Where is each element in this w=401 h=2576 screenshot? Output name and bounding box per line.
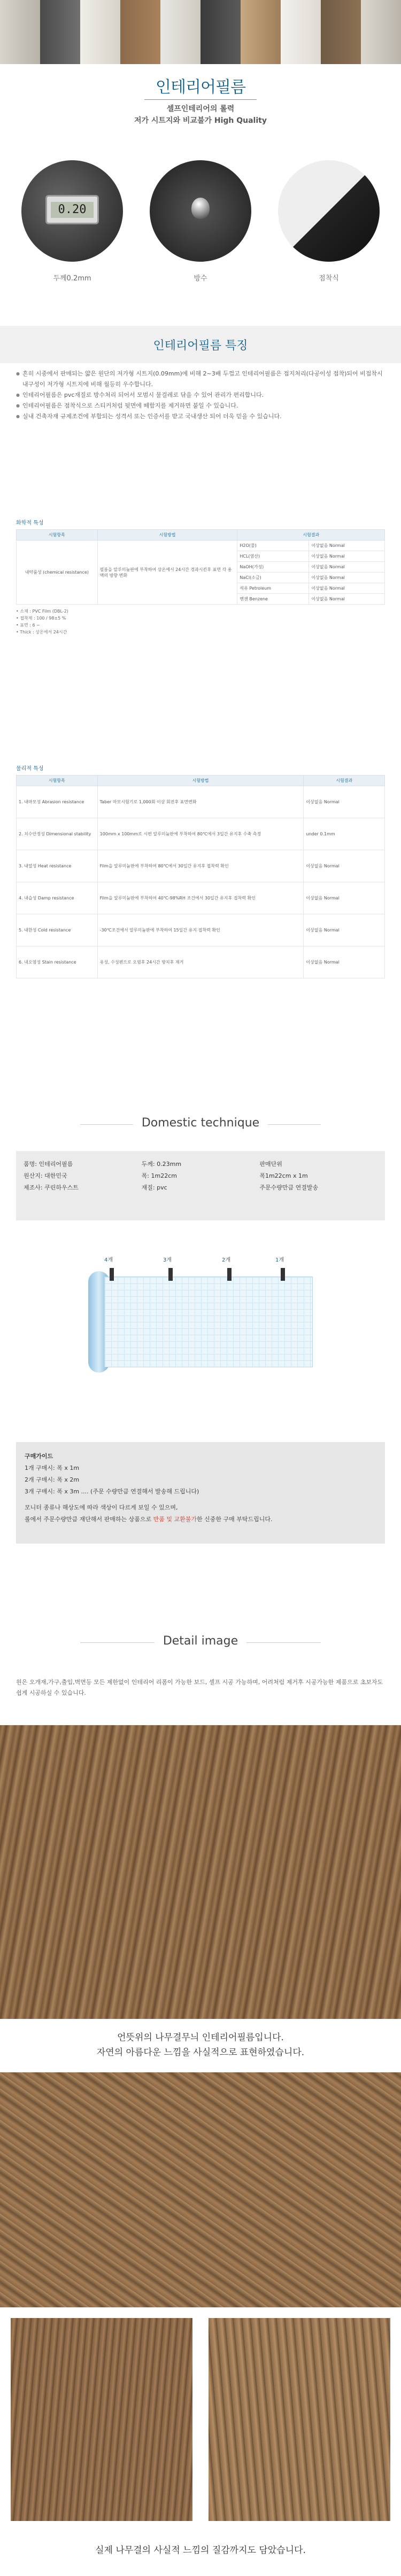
note-line: • 표면 : 6 ~ (16, 623, 40, 628)
spec-line: 두께: 0.23mm (141, 1161, 182, 1168)
subtitle-1: 셀프인테리어의 롤력 (166, 105, 235, 113)
features-list (16, 369, 385, 422)
table-cell: 이상없음 Normal (304, 850, 385, 882)
note-line: • 소재 : PVC Film (DBL-2) (16, 609, 68, 614)
table-cell: 1. 내마모성 Abrasion resistance (17, 786, 98, 818)
buy-warning-red: 반품 및 교환불가 (153, 1516, 197, 1523)
th-method: 시험방법 (97, 776, 304, 786)
hero-sample-strips (0, 0, 401, 64)
physical-table-title: 물리적 특성 (16, 766, 44, 772)
table-cell: NaCl(소금) (237, 573, 309, 583)
feature-item: ● 흔히 시중에서 판매되는 얇은 원단의 저가형 시트지(0.09mm)에 비해 2~3배 두껍고 인테리어필름은 접지처리(다공이성 접착)되어 비접착시 내구성이 저가형 시트지에 비해 월등히 우수합니다. (16, 369, 385, 390)
table-cell: 이상없음 Normal (304, 786, 385, 818)
circle-caption-adhesive: 점착식 (319, 275, 339, 283)
spec-box (16, 1151, 385, 1220)
spec-col-1 (24, 1158, 142, 1213)
buy-note: 모니터 종류나 해상도에 따라 색상이 다르게 보일 수 있으며, (25, 1504, 178, 1511)
spec-line: 폭: 1m22cm (141, 1172, 177, 1179)
chemical-table-block (16, 518, 385, 636)
wood-sample-image-1 (0, 1725, 401, 2019)
table-cell: 이상없음 Normal (309, 541, 385, 551)
buy-guide (16, 1442, 385, 1544)
buy-warning-post: 한 신중한 구매 부탁드립니다. (197, 1516, 273, 1523)
table-cell: 4. 내습성 Damp resistance (17, 882, 98, 914)
buy-line: 1개 구매시: 폭 x 1m (25, 1465, 80, 1471)
waterproof-image (150, 160, 251, 262)
feature-circles (0, 160, 401, 299)
table-cell: 이상없음 Normal (309, 551, 385, 562)
table-cell: 이상없음 Normal (309, 562, 385, 573)
th-item: 시험항목 (17, 530, 98, 541)
table-cell: 이상없음 Normal (309, 573, 385, 583)
domestic-title-text: Domestic technique (133, 1116, 268, 1130)
table-cell: 이상없음 Normal (304, 882, 385, 914)
wood-sample-image-3 (11, 2318, 192, 2521)
roll-label-2: 2개 (222, 1257, 231, 1263)
scissor-icon (110, 1268, 114, 1281)
table-cell: H2O(물) (237, 541, 309, 551)
roll-sheet (104, 1277, 313, 1367)
table-cell: 3. 내열성 Heat resistance (17, 850, 98, 882)
roll-label-3: 3개 (163, 1257, 172, 1263)
thickness-gauge-image (21, 160, 123, 262)
detail-title-text: Detail image (155, 1634, 246, 1648)
table-cell: 6. 내오염성 Stain resistance (17, 946, 98, 978)
subtitle-2: 저가 시트지와 비교불가 High Quality (134, 116, 267, 125)
table-cell: under 0.1mm (304, 818, 385, 850)
buy-warning (25, 1514, 376, 1525)
page-title: 인테리어필름 (156, 78, 245, 97)
th-method: 시험방법 (97, 530, 237, 541)
detail-caption-1b: 자연의 아름다운 느낌을 사실적으로 표현하였습니다. (96, 2047, 305, 2058)
spec-line: 제조사: 쿠린하우스트 (24, 1184, 79, 1191)
table-cell: Taber 마모시험기로 1,000회 이상 회전후 표면변화 (97, 786, 304, 818)
circle-caption-thickness: 두께0.2mm (53, 275, 91, 283)
table-cell: 유성, 수성펜으로 오염후 24시간 방치후 제거 (97, 946, 304, 978)
table-cell: 2. 치수안정성 Dimensional stability (17, 818, 98, 850)
roll-label-4: 4개 (104, 1257, 113, 1263)
buy-line: 2개 구매시: 폭 x 2m (25, 1476, 80, 1483)
chem-method: 필름을 알루미늄판에 부착하여 상온에서 24시간 경과시킨후 표면 각 용액의 방향 변화 (97, 541, 237, 605)
chemical-table-title: 화학적 특성 (16, 520, 44, 526)
table-cell: 벤젠 Benzene (237, 594, 309, 605)
feature-item: ● 실내 건축자재 규제조건에 부합되는 성격서 또는 인증서를 받고 국내생산 되어 더욱 믿을 수 있습니다. (16, 411, 385, 422)
gauge-readout: 0.20 (51, 202, 94, 218)
table-cell: -30℃조건에서 알루미늄판에 부착하여 15일간 유지 접착력 확인 (97, 914, 304, 946)
table-cell: 100mm x 100mm로 시편 알루미늄판에 부착하여 80℃에서 3일간 유지후 수축 측정 (97, 818, 304, 850)
table-cell: 이상없음 Normal (309, 594, 385, 605)
spec-line: 품명: 인테리어필름 (24, 1161, 73, 1168)
buy-warning-pre: 롤에서 주문수량만큼 재단해서 판매하는 상품으로 (25, 1516, 153, 1523)
note-line: • Thick : 상온에서 24시간 (16, 630, 67, 635)
spec-line: 원산지: 대한민국 (24, 1172, 67, 1179)
table-cell: NaOH(가성) (237, 562, 309, 573)
table-cell: 이상없음 Normal (309, 583, 385, 594)
domestic-title (0, 1116, 401, 1130)
wood-sample-image-2 (0, 2072, 401, 2307)
physical-table-block (16, 764, 385, 978)
chemical-table (16, 529, 385, 605)
detail-text: 원은 오개재,가구,출입,벽면등 모든 제한없이 인테리어 리폼이 가능한 보드, 셀프 시공 가능하며, 어려처럼 제거후 시공가능한 제품으로 초보자도 쉽게 시공하실 수 있습니다. (16, 1679, 383, 1696)
buy-line: 3개 구매시: 폭 x 3m .... (주문 수량만큼 연결해서 발송해 드립니다) (25, 1488, 199, 1495)
spec-line: 주문수량만큼 연결발송 (259, 1184, 319, 1191)
scissor-icon (168, 1268, 173, 1281)
feature-item: ● 인테리어필름은 pvc재질로 방수처리 되어서 모범시 물걸레로 닦을 수 있어 관리가 편리합니다. (16, 390, 385, 401)
th-result: 시험결과 (237, 530, 385, 541)
roll-illustration (88, 1255, 313, 1373)
scissor-icon (227, 1268, 232, 1281)
spec-col-3 (259, 1158, 377, 1213)
adhesive-image (278, 160, 380, 262)
table-cell: 5. 내한성 Cold resistance (17, 914, 98, 946)
chemical-notes (16, 608, 385, 636)
table-cell: HCL(염산) (237, 551, 309, 562)
table-cell: 이상없음 Normal (304, 946, 385, 978)
table-cell: Film을 알루미늄판에 부착하여 40℃-98%RH 조건에서 30일간 유지후 접착력 확인 (97, 882, 304, 914)
spec-col-2 (142, 1158, 260, 1213)
physical-table (16, 775, 385, 978)
th-result: 시험결과 (304, 776, 385, 786)
spec-line: 폭1m22cm x 1m (259, 1172, 308, 1179)
table-cell: 이상없음 Normal (304, 914, 385, 946)
table-cell: Film을 알루미늄판에 부착하여 80℃에서 30일간 유지후 접착력 확인 (97, 850, 304, 882)
scissor-icon (281, 1268, 285, 1281)
roll-label-1: 1개 (275, 1257, 284, 1263)
detail-caption-2: 실제 나무결의 사실적 느낌의 질감까지도 담았습니다. (95, 2545, 306, 2556)
features-title: 인테리어필름 특징 (153, 339, 248, 353)
features-band (0, 326, 401, 363)
circle-caption-waterproof: 방수 (194, 275, 207, 283)
hero-box (0, 64, 401, 155)
title-divider (144, 99, 257, 100)
chem-row-label: 내약품성 (chemical resistance) (17, 541, 98, 605)
detail-title (0, 1634, 401, 1648)
buy-title: 구매가이드 (25, 1453, 53, 1460)
table-cell: 석유 Petroleum (237, 583, 309, 594)
spec-line: 재질: pvc (141, 1184, 167, 1191)
spec-line: 판매단위 (259, 1161, 282, 1168)
note-line: • 접착제 : 100 / 98±5 % (16, 616, 66, 621)
feature-item: ● 인테리어필름은 점착식으로 스티커처럼 뒷면에 떼함지를 제거하면 붙일 수 있습니다. (16, 401, 385, 411)
th-item: 시험항목 (17, 776, 98, 786)
detail-caption-1a: 언뜻위의 나무결무늬 인테리어필름입니다. (117, 2032, 284, 2043)
wood-sample-image-4 (209, 2318, 390, 2521)
